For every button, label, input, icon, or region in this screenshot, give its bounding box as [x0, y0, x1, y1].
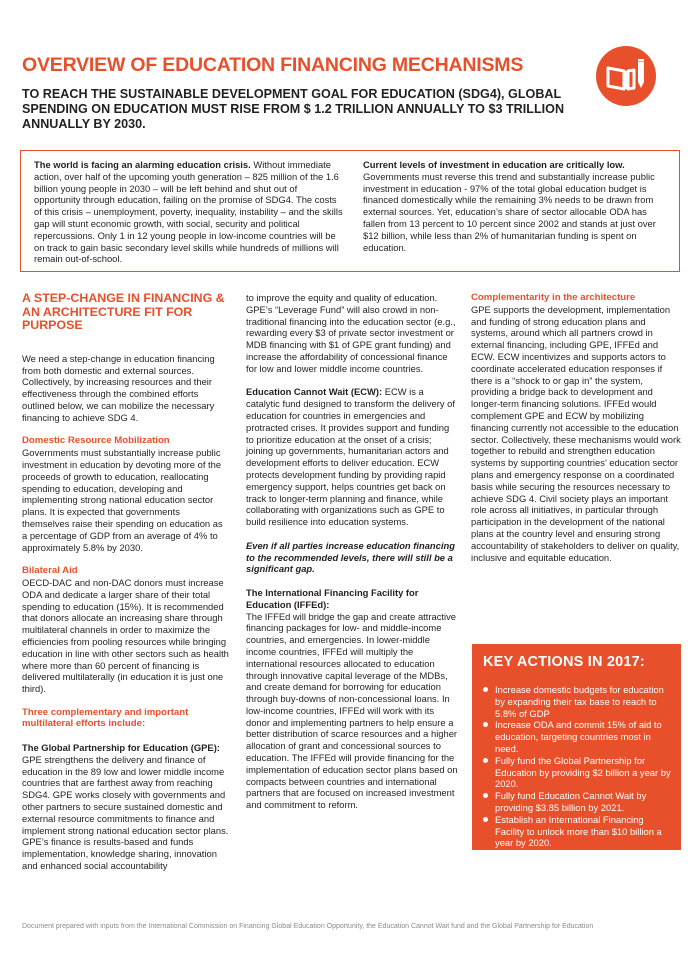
- ecw-text: ECW is a catalytic fund designed to transform the delivery of education for countries in emergencies and protracted crises. It provides support and funding to prioritize education at the onset of a crisis; joining up governments, humanitarian actors and development efforts to deliver education. ECW protects development funding by providing rapid emergency support, helps countries get back on track to longer-term planning and finance, while collaborating with organizations such as GPE to build resilience into education systems.: [246, 386, 455, 528]
- gpe-text: GPE strengthens the delivery and finance of education in the 89 low and lower middle income countries that are farthest away from reaching SDG4. GPE works closely with governments and other partners to secure sustained domestic and external resource commitments to finance and implement strong national education sector plans. GPE’s finance is results-based and funds implementation, knowledge sharing, innovation and enhanced social accountability: [22, 753, 229, 872]
- section-title: A STEP-CHANGE IN FINANCING & AN ARCHITECTURE FIT FOR PURPOSE: [22, 291, 225, 333]
- domestic-resource-heading: Domestic Resource Mobilization: [22, 435, 170, 447]
- page-subtitle: TO REACH THE SUSTAINABLE DEVELOPMENT GOAL FOR EDUCATION (SDG4), GLOBAL SPENDING ON EDUCATION MUST RISE FROM $ 1.2 TRILLION ANNUALLY TO $3 TRILLION ANNUALLY BY 2030.: [22, 87, 565, 131]
- key-action-text: Fully fund Education Cannot Wait by providing $3.85 billion by 2021.: [495, 790, 647, 813]
- complementarity-text: GPE supports the development, implementation and funding of strong education plans and systems, around which all partners crowd in external financing, including GPE, IFFEd and ECW. ECW incentivizes and supports actors to coordinate accelerated education responses if there is a “shock to or gap in” the system, providing a bridge back to development and longer-term financing solutions. IFFEd would complement GPE and ECW by mobilizing financing currently not accessible to the education sector. Collectively, these mechanisms would work together to rebuild and strengthen education systems by supporting countries’ education sector plans and emergency response on a coordinated basis while securing the resources necessary to achieve SDG 4. Civil society plays an important role across all initiatives, in particular through participation in the development of the national plans at the country level and ensuring strong accountability of stakeholders to deliver on quality, inclusive and equitable education.: [471, 303, 681, 563]
- bullet-icon: [483, 793, 488, 798]
- gpe-paragraph: [22, 742, 229, 872]
- intro-paragraph: We need a step-change in education financing from both domestic and external sources. Collectively, by increasing resources and their effectiveness through the combined efforts outlined below, we can mobilize the necessary financing to achieve SDG 4.: [22, 352, 215, 423]
- gpe-heading: The Global Partnership for Education (GPE):: [22, 742, 220, 754]
- bullet-icon: [483, 817, 488, 822]
- column-3: [471, 292, 681, 575]
- list-item: [482, 719, 674, 754]
- page-title: OVERVIEW OF EDUCATION FINANCING MECHANISMS: [22, 54, 524, 76]
- bullet-icon: [483, 758, 488, 763]
- multilateral-efforts-heading: Three complementary and important multilateral efforts include:: [22, 706, 189, 730]
- key-action-text: Increase domestic budgets for education by expanding their tax base to reach to 5.8% of GDP: [495, 684, 664, 719]
- footer-note: Document prepared with inputs from the International Commission on Financing Global Education Opportunity, the Education Cannot Wait fund and the Global Partnership for Education: [22, 923, 594, 930]
- key-actions-title: KEY ACTIONS IN 2017:: [483, 654, 645, 670]
- domestic-resource-text: Governments must substantially increase public investment in education by devoting more of the proceeds of growth to education, reallocating spending to education, developing and implementing strong national education sector plans. It is expected that governments themselves raise their spending on education as a percentage of GDP from an average of 4% to approximately 5.8% by 2030.: [22, 447, 223, 553]
- intro-box: [20, 150, 680, 272]
- key-actions-box: [472, 644, 681, 850]
- iffed-heading: The International Financing Facility for Education (IFFEd):: [246, 586, 419, 610]
- bullet-icon: [483, 722, 488, 727]
- intro-right-paragraph: [363, 159, 668, 253]
- gpe-continued-text: to improve the equity and quality of education. GPE’s “Leverage Fund” will also crowd in non-traditional financing into the education sector (e.g., rewarding every $3 of private sector investment or MDB financing with $1 of GPE grant funding) and increase the affordability of concessional finance for low and lower middle income countries.: [246, 292, 456, 374]
- ecw-heading: Education Cannot Wait (ECW):: [246, 386, 383, 398]
- key-action-text: Increase ODA and commit 15% of aid to education, targeting countries most in need.: [495, 719, 662, 754]
- ecw-paragraph: [246, 386, 458, 528]
- bilateral-aid-text: OECD-DAC and non-DAC donors must increase ODA and dedicate a larger share of their total spending to education (15%). It is recommended that donors allocate an increasing share through multilateral channels in order to maximize the efficiencies from pooling resources while bringing education in line with other sectors such as health where more than 60 percent of financing is delivered multilaterally (in education it is just one third).: [22, 576, 229, 695]
- complementarity-heading: Complementarity in the architecture: [471, 292, 636, 303]
- list-item: [482, 790, 674, 814]
- list-item: [482, 684, 674, 719]
- key-action-text: Fully fund the Global Partnership for Education by providing $2 billion a year by 2020.: [495, 754, 671, 790]
- intro-left-text: Without immediate action, over half of the upcoming youth generation – 825 million of the 1.6 billion young people in 2030 – will be left behind and shut out of opportunity through education, failing on the promise of SDG4. The costs of this crisis – unemployment, poverty, inequality, instability – and the skills gap will stunt economic growth, with social, security and political repercussions. Only 1 in 12 young people in low-income countries will be on track to gain basic secondary level skills while hundreds of millions will remain out-of-school.: [34, 159, 343, 265]
- intro-left-paragraph: [34, 159, 344, 265]
- bilateral-aid-heading: Bilateral Aid: [22, 565, 78, 577]
- intro-right-text: Governments must reverse this trend and substantially increase public investment in education - 97% of the total global education budget is financed domestically while the remaining 3% needs to be drawn from external sources. Yet, education’s share of sector allocable ODA has fallen from 13 percent to 10 percent since 2002 and stands at just over $12 billion, while less than 2% of humanitarian funding is spent on education.: [363, 170, 656, 253]
- iffed-text: The IFFEd will bridge the gap and create attractive financing packages for low- and middle-income countries, and emergencies. In lower-middle income countries, IFFEd will multiply the international resources allocated to education through innovative capital leverage of the MDBs, and create demand for borrowing for education through buy-downs of non-concessional loans. In low-income countries, IFFEd will work with its donor and implementing partners to help ensure a better distribution of scarce resources and a higher allocation of grant and concessional sources to education. The IFFEd will provide financing for the implementation of education sector plans based on compacts between countries and international partners that are focused on increased investment and commitment to reform.: [246, 610, 458, 811]
- gap-note: Even if all parties increase education financing to the recommended levels, there will still be a significant gap.: [246, 539, 455, 575]
- intro-right-lead: Current levels of investment in education are critically low.: [363, 159, 625, 170]
- intro-left-lead: The world is facing an alarming education crisis.: [34, 159, 251, 170]
- key-action-text: Establish an International Financing Facility to unlock more than $10 billion a year by 2020.: [495, 813, 662, 849]
- list-item: [482, 814, 674, 849]
- bullet-icon: [483, 687, 488, 692]
- column-2: [246, 292, 458, 823]
- list-item: [482, 755, 674, 790]
- key-actions-list: [482, 684, 674, 849]
- column-1: [22, 292, 229, 884]
- sdg4-quality-education-icon: [596, 46, 656, 106]
